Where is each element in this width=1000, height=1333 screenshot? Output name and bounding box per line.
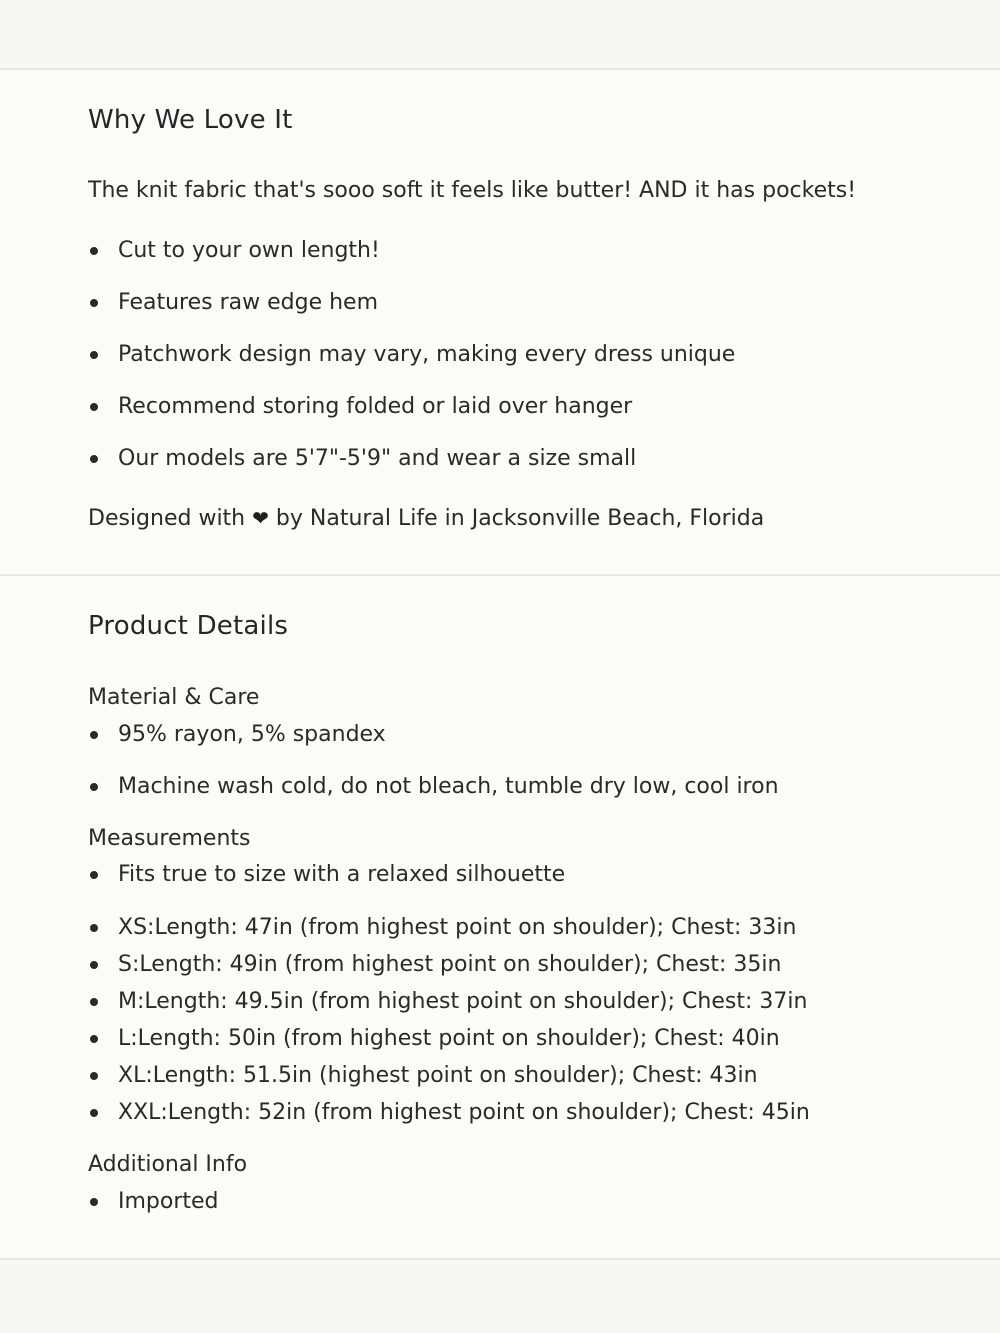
- size-item-xxl: XXL:Length: 52in (from highest point on shoulder); Chest: 45in: [88, 1094, 968, 1131]
- list-item: Cut to your own length!: [88, 225, 968, 277]
- additional-info-block: [88, 1150, 968, 1180]
- list-item: 95% rayon, 5% spandex: [88, 709, 968, 761]
- divider-middle: [0, 574, 1000, 576]
- list-item: Patchwork design may vary, making every dress unique: [88, 329, 968, 381]
- size-item-l: L:Length: 50in (from highest point on shoulder); Chest: 40in: [88, 1020, 968, 1057]
- additional-info-list: [88, 1183, 968, 1220]
- list-item: Features raw edge hem: [88, 277, 968, 329]
- intro-block: [88, 176, 968, 206]
- material-care-list: [88, 709, 968, 813]
- designed-prefix: Designed with: [88, 506, 246, 531]
- additional-info-list-block: [88, 1183, 968, 1220]
- why-we-love-it-section: [88, 100, 968, 140]
- sizes-block: [88, 909, 968, 1131]
- size-item-s: S:Length: 49in (from highest point on shoulder); Chest: 35in: [88, 946, 968, 983]
- material-care-heading: Material & Care: [88, 685, 260, 710]
- list-item: Our models are 5'7"-5'9" and wear a size small: [88, 433, 968, 485]
- section-title-why-we-love-it: Why We Love It: [88, 105, 293, 135]
- additional-info-heading: Additional Info: [88, 1152, 248, 1177]
- designed-block: [88, 503, 968, 534]
- size-item-m: M:Length: 49.5in (from highest point on shoulder); Chest: 37in: [88, 983, 968, 1020]
- heart-icon: ❤: [252, 506, 269, 530]
- size-list: [88, 909, 968, 1131]
- intro-text: The knit fabric that's sooo soft it feels like butter! AND it has pockets!: [88, 178, 857, 203]
- product-details-section: [88, 606, 968, 646]
- top-band: [0, 0, 1000, 69]
- designed-suffix: by Natural Life in Jacksonville Beach, Florida: [275, 506, 765, 531]
- list-item: Imported: [88, 1183, 968, 1220]
- list-item: Fits true to size with a relaxed silhouette: [88, 849, 968, 901]
- why-bullets-block: [88, 225, 968, 485]
- divider-top: [0, 68, 1000, 70]
- size-item-xs: XS:Length: 47in (from highest point on shoulder); Chest: 33in: [88, 909, 968, 946]
- measurements-heading: Measurements: [88, 826, 251, 851]
- material-care-list-block: [88, 709, 968, 813]
- section-title-product-details: Product Details: [88, 611, 289, 641]
- size-item-xl: XL:Length: 51.5in (highest point on shoulder); Chest: 43in: [88, 1057, 968, 1094]
- fit-note-list: [88, 849, 968, 901]
- list-item: Machine wash cold, do not bleach, tumble dry low, cool iron: [88, 761, 968, 813]
- bottom-band: [0, 1260, 1000, 1333]
- fit-note-block: [88, 849, 968, 901]
- why-bullet-list: [88, 225, 968, 485]
- list-item: Recommend storing folded or laid over hanger: [88, 381, 968, 433]
- designed-line: [88, 503, 968, 534]
